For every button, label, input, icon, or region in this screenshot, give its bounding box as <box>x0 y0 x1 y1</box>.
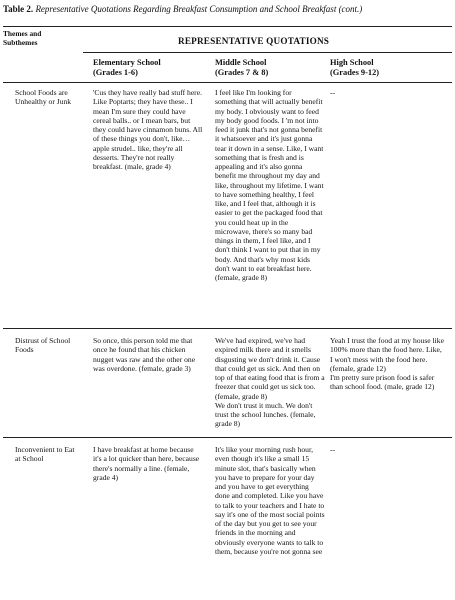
themes-header: Themes and Subthemes <box>3 29 42 47</box>
row-rule-1 <box>3 328 452 329</box>
theme-distrust: Distrust of School Foods <box>15 336 71 355</box>
top-rule <box>3 26 452 27</box>
quote-high-distrust-2: I'm pretty sure prison food is safer than school food. (male, grade 12) <box>330 373 435 392</box>
quote-high-unhealthy: -- <box>330 88 336 97</box>
col-header-high: High School (Grades 9-12) <box>330 58 380 77</box>
quote-high-inconvenient: -- <box>330 445 336 454</box>
table-title: Representative Quotations Regarding Breakfast Consumption and School Breakfast (cont.) <box>35 4 363 14</box>
quote-middle-inconvenient: It's like your morning rush hour, even though it's like a small 15 minute slot, that's basically when you have to prepare for your day and you have to get everything done and completed. Like you have to talk to your teachers and I hate to say it's one of the most social points of the day but you get to see your friends in the morning and obviously everyone wants to talk to them, because you're not gonna see <box>215 445 325 556</box>
quote-elementary-unhealthy: 'Cus they have really bad stuff here. Like Poptarts; they have these.. I mean I'm sure they could have cereal balls.. or I mean bars, but they could have cinnamon buns. All of these things you don't, like… apple strudel.. like, they're all desserts. They're not really breakfast. (male, grade 4) <box>93 88 203 171</box>
quote-middle-distrust <box>215 336 325 429</box>
row-rule-2 <box>3 437 452 438</box>
col-header-middle: Middle School (Grades 7 & 8) <box>215 58 269 77</box>
quote-high-distrust <box>330 336 445 392</box>
quote-high-distrust-1: Yeah I trust the food at my house like 100% more than the food here. Like, I won't mess with the food here. (female, grade 12) <box>330 336 444 373</box>
quote-elementary-inconvenient: I have breakfast at home because it's a lot quicker than here, because there's normally a line. (female, grade 4) <box>93 445 200 482</box>
quotations-super-header: REPRESENTATIVE QUOTATIONS <box>178 36 330 46</box>
theme-inconvenient: Inconvenient to Eat at School <box>15 445 75 464</box>
quote-middle-unhealthy: I feel like I'm looking for something that will actually benefit my body. I obviously want to feed my body good foods. I 'm not into feed it junk that's not gonna benefit it whatsoever and it's just gonna tear it down in a sense. Like, I want something that is fresh and is appealing and it's also gonna benefit me throughout my day and like, throughout my lifetime. I want to have something healthy, I feel like, and I feel that, although it is easier to get the packaged food that you could heat up in the microwave, there's so many bad things in them, I feel like, and I don't think I want to put that in my body. And that's why most kids don't want to eat breakfast here. (female, grade 8) <box>215 88 324 282</box>
quote-middle-distrust-2: We don't trust it much. We don't trust the school lunches. (female, grade 8) <box>215 400 316 429</box>
header-bottom-rule <box>3 82 452 83</box>
col-header-elementary: Elementary School (Grades 1-6) <box>93 58 161 77</box>
table-label: Table 2. <box>3 4 34 14</box>
super-header-rule <box>83 52 452 53</box>
table-caption <box>3 4 453 15</box>
theme-unhealthy: School Foods are Unhealthy or Junk <box>15 88 72 107</box>
quote-elementary-distrust: So once, this person told me that once he found that his chicken nugget was raw and the other one was overdone. (female, grade 3) <box>93 336 196 373</box>
quote-middle-distrust-1: We've had expired, we've had expired milk there and it smells disgusting we don't drink it. Cause that could get us sick. And then on top of that eating food that is from a freezer that could get us sick too. (female, grade 8) <box>215 336 325 401</box>
